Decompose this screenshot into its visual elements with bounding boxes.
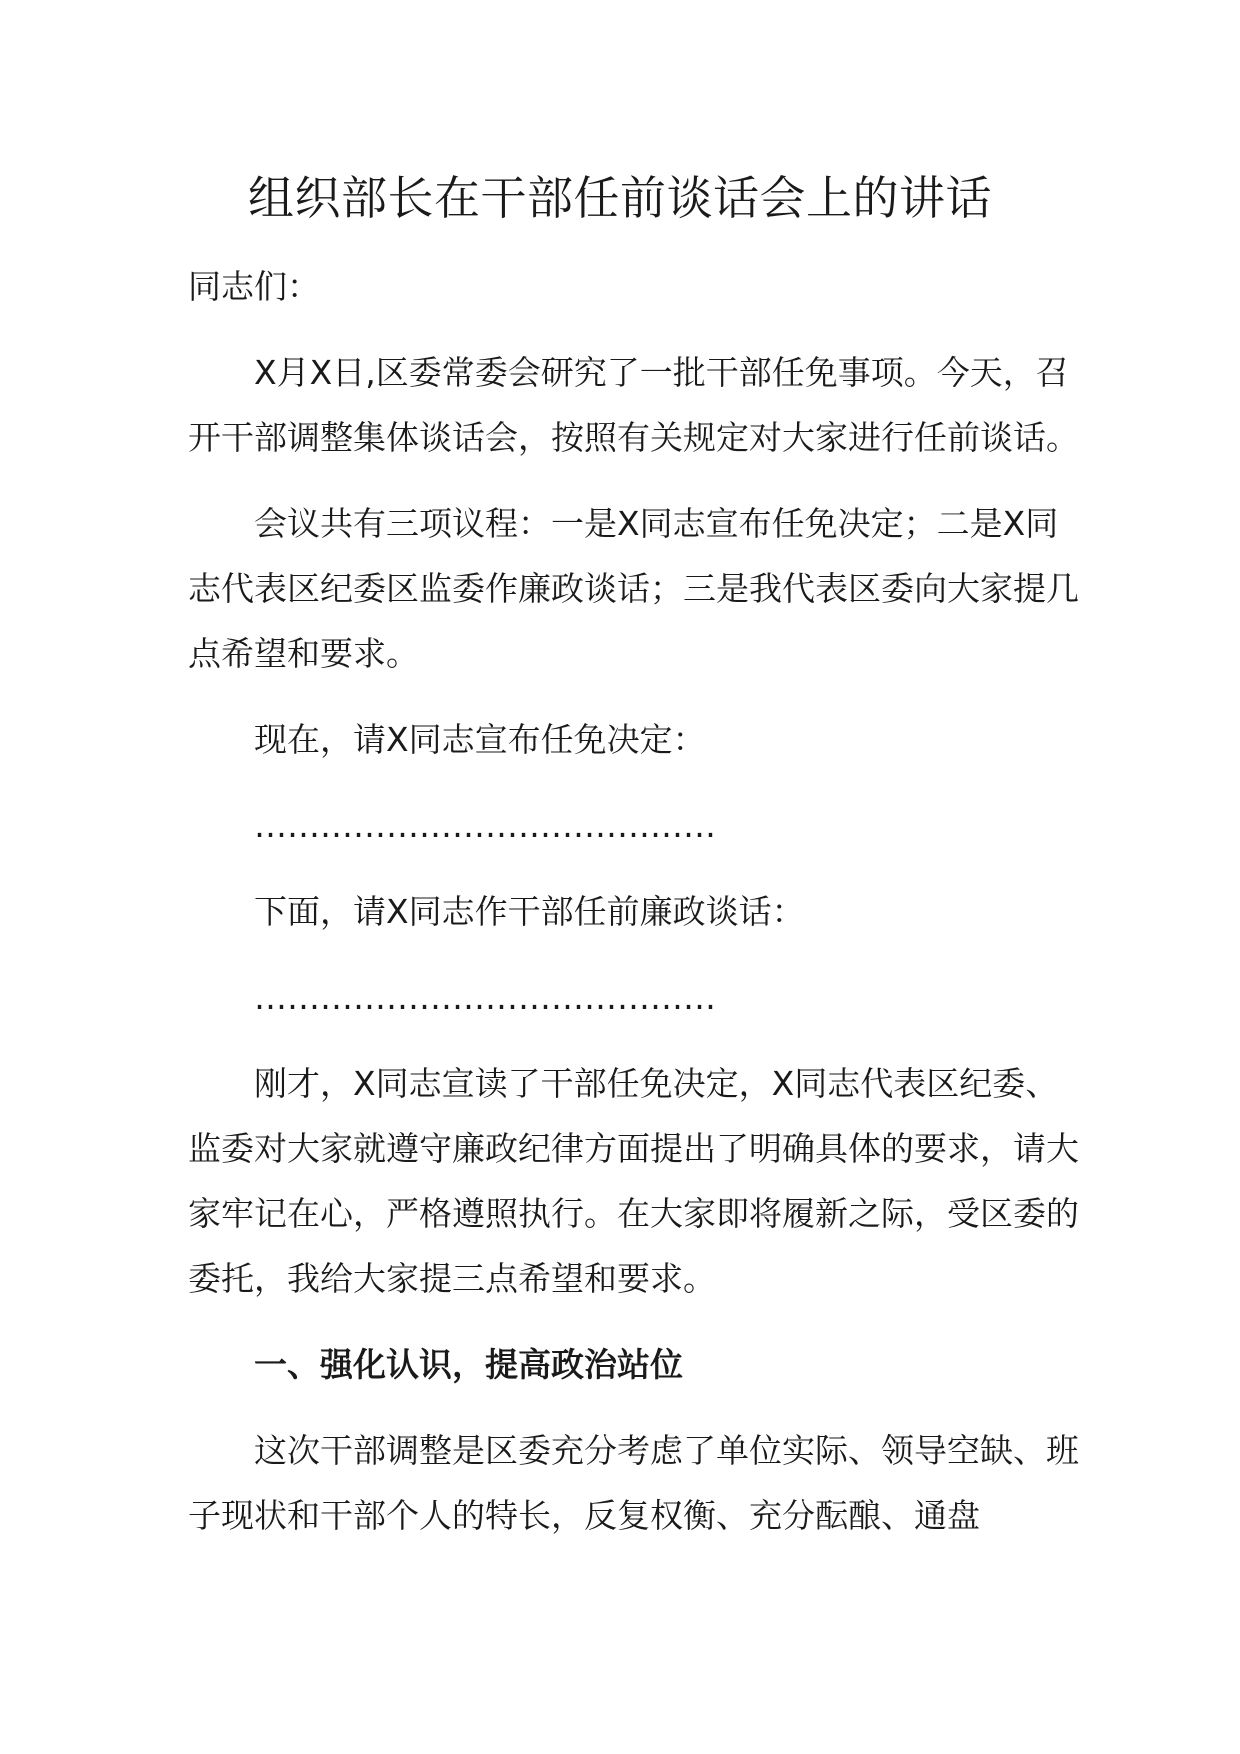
ellipsis-line: …………………………………… (254, 978, 716, 1017)
ellipsis-line: …………………………………… (254, 806, 716, 845)
salutation: 同志们： (188, 267, 320, 306)
paragraph: 会议共有三项议程：一是X同志宣布任免决定；二是X同志代表区纪委区监委作廉政谈话；三是我代表区委向大家提几点希望和要求。 (188, 504, 1079, 673)
paragraph: X月X日,区委常委会研究了一批干部任免事项。今天，召开干部调整集体谈话会，按照有关规定对大家进行任前谈话。 (188, 353, 1079, 457)
document-title: 组织部长在干部任前谈话会上的讲话 (248, 171, 992, 225)
paragraph: 刚才，X同志宣读了干部任免决定，X同志代表区纪委、监委对大家就遵守廉政纪律方面提出了明确具体的要求，请大家牢记在心，严格遵照执行。在大家即将履新之际，受区委的委托，我给大家提三点希望和要求。 (188, 1064, 1079, 1298)
section-heading: 一、强化认识，提高政治站位 (254, 1345, 683, 1384)
paragraph: 这次干部调整是区委充分考虑了单位实际、领导空缺、班子现状和干部个人的特长，反复权衡、充分酝酿、通盘 (188, 1431, 1079, 1535)
document-body (188, 254, 1090, 1569)
paragraph: 下面，请X同志作干部任前廉政谈话： (254, 892, 805, 931)
paragraph: 现在，请X同志宣布任免决定： (254, 720, 706, 759)
